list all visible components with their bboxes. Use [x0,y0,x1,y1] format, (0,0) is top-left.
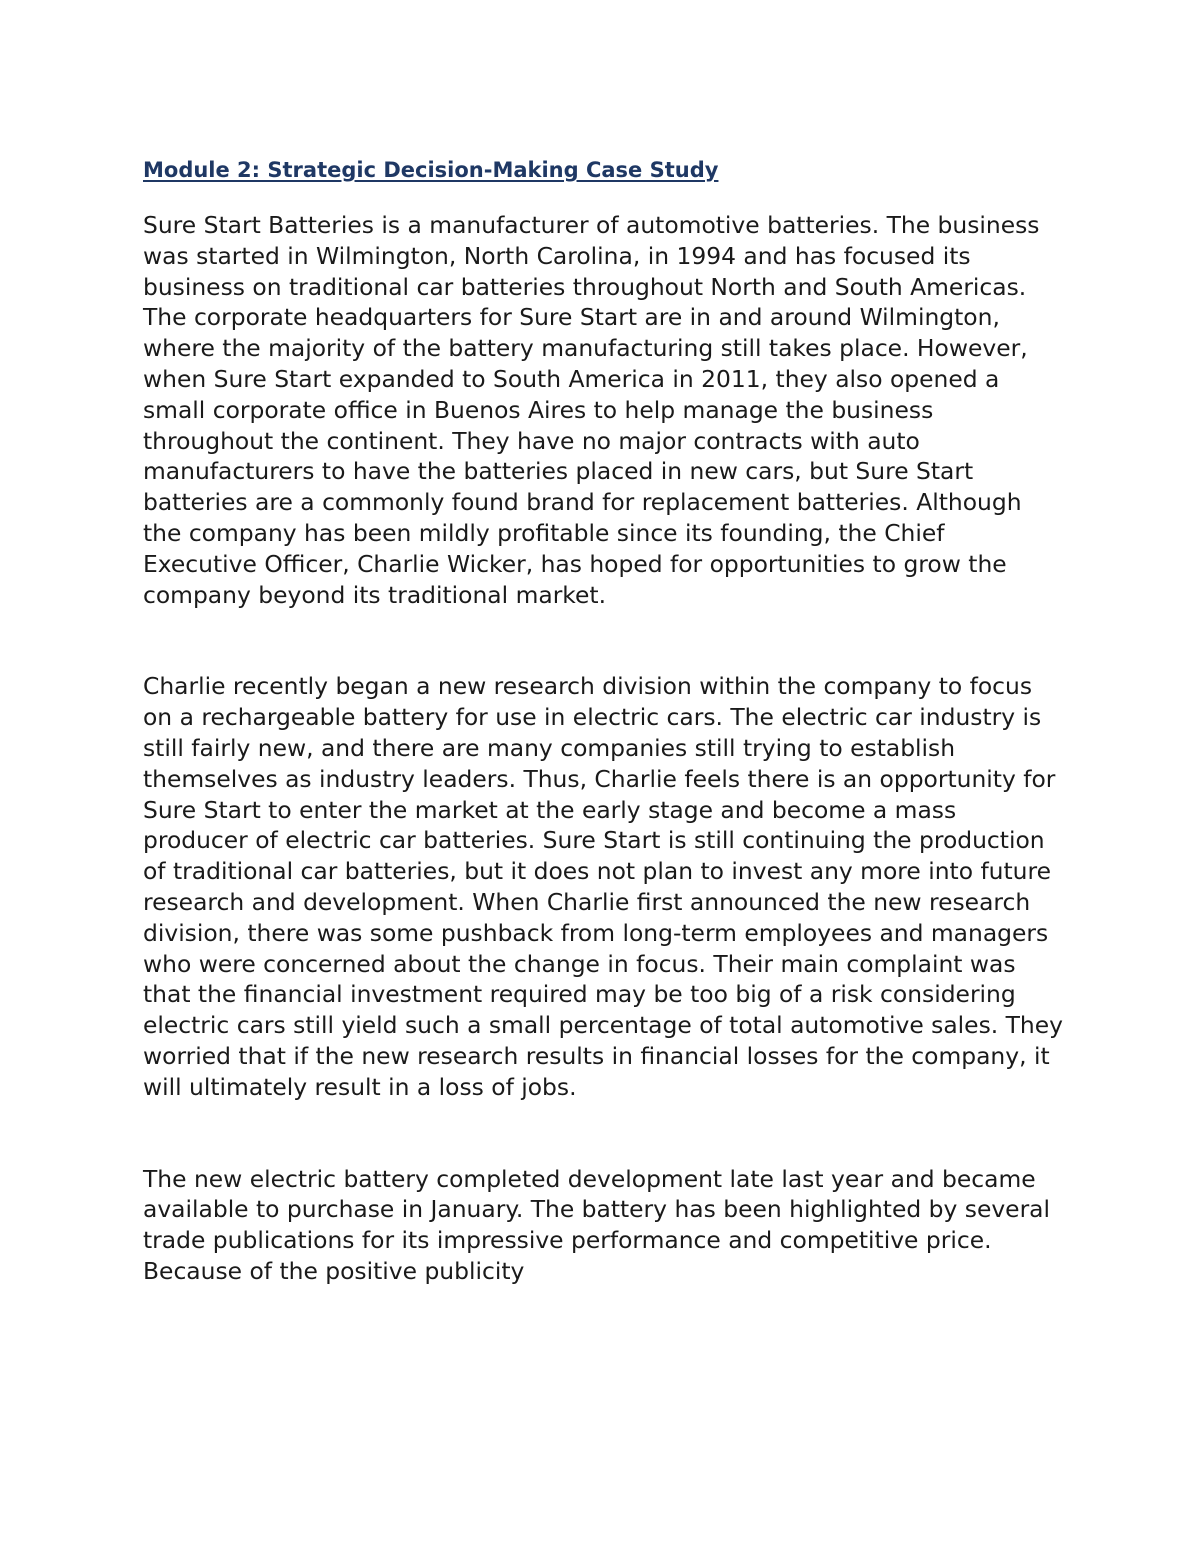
document-body [143,152,1063,1287]
paragraph-company-background: Sure Start Batteries is a manufacturer of automotive batteries. The business was started in Wilmington, North Carolina, in 1994 and has focused its business on traditional car batteries throughout North and South Americas. The corporate headquarters for Sure Start are in and around Wilmington, where the majority of the battery manufacturing still takes place. However, when Sure Start expanded to South America in 2011, they also opened a small corporate office in Buenos Aires to help manage the business throughout the continent. They have no major contracts with auto manufacturers to have the batteries placed in new cars, but Sure Start batteries are a commonly found brand for replacement batteries. Although the company has been mildly profitable since its founding, the Chief Executive Officer, Charlie Wicker, has hoped for opportunities to grow the company beyond its traditional market. [143,211,1040,609]
document-title: Module 2: Strategic Decision-Making Case Study [143,158,719,182]
paragraph-research-division: Charlie recently began a new research division within the company to focus on a rechargeable battery for use in electric cars. The electric car industry is still fairly new, and there are many companies still trying to establish themselves as industry leaders. Thus, Charlie feels there is an opportunity for Sure Start to enter the market at the early stage and become a mass producer of electric car batteries. Sure Start is still continuing the production of traditional car batteries, but it does not plan to invest any more into future research and development. When Charlie first announced the new research division, there was some pushback from long-term employees and managers who were concerned about the change in focus. Their main complaint was that the financial investment required may be too big of a risk considering electric cars still yield such a small percentage of total automotive sales. They worried that if the new research results in financial losses for the company, it will ultimately result in a loss of jobs. [143,672,1063,1101]
paragraph-new-battery: The new electric battery completed development late last year and became available to purchase in January. The battery has been highlighted by several trade publications for its impressive performance and competitive price. Because of the positive publicity [143,1164,1051,1285]
